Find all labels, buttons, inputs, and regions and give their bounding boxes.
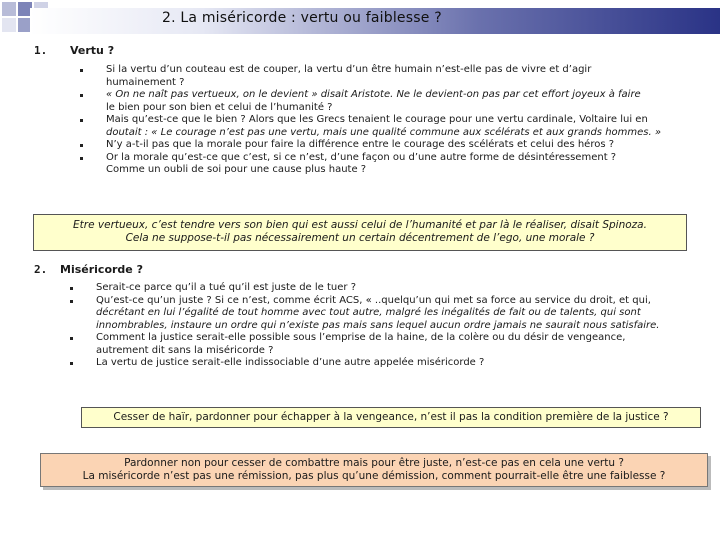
bullet-item [96, 357, 716, 370]
box3-line-2: La miséricorde n’est pas une rémission, pas plus qu’une démission, comment pourrait-elle être une faiblesse ? [82, 470, 666, 482]
section-1-number: 1. [34, 44, 48, 57]
bullet-mark [70, 287, 73, 290]
bullet-line: Mais qu’est-ce que le bien ? Alors que les Grecs tenaient le courage pour une vertu cardinale, Voltaire lui en [106, 114, 648, 125]
bullet-item [106, 89, 716, 114]
pardon-box [81, 407, 701, 428]
bullet-mark [80, 69, 83, 72]
bullet-item [106, 139, 716, 152]
box2-text: Cesser de haïr, pardonner pour échapper à la vengeance, n’est il pas la condition première de la justice ? [113, 411, 669, 423]
bullet-line: Comment la justice serait-elle possible sous l’emprise de la haine, de la colère ou du désir de vengeance, [96, 332, 626, 343]
bullet-item [96, 295, 716, 333]
bullet-mark [80, 94, 83, 97]
bullet-line: Comme un oubli de soi pour une cause plus haute ? [106, 164, 367, 175]
bullet-line: décrétant en lui l’égalité de tout homme avec tout autre, malgré les inégalités de fait ou de talents, qui sont [96, 307, 641, 318]
bullet-line: doutait : « Le courage n’est pas une vertu, mais une qualité commune aux scélérats et aux grands hommes. » [106, 126, 662, 138]
section-1-heading: Vertu ? [70, 44, 115, 57]
bullet-line: La vertu de justice serait-elle indissociable d’une autre appelée miséricorde ? [96, 357, 485, 368]
bullet-line: innombrables, instaure un ordre qui n’existe pas mais sans lequel aucun ordre jamais ne saurait nous satisfaire. [96, 319, 660, 331]
bullet-line: autrement dit sans la miséricorde ? [96, 344, 274, 356]
bullet-mark [70, 300, 73, 303]
box1-line-2: Cela ne suppose-t-il pas nécessairement un certain décentrement de l’ego, une morale ? [125, 232, 595, 244]
bullet-line: Si la vertu d’un couteau est de couper, la vertu d’un être humain n’est-elle pas de vivre et d’agir [106, 64, 592, 75]
bullet-line: Or la morale qu’est-ce que c’est, si ce n’est, d’une façon ou d’une autre forme de désintéressement ? [106, 151, 617, 163]
bullet-mark [70, 337, 73, 340]
bullet-line: Qu’est-ce qu’un juste ? Si ce n’est, comme écrit ACS, « ..quelqu’un qui met sa force au service du droit, et qui, [96, 294, 651, 306]
section-2-heading: Miséricorde ? [60, 263, 143, 276]
bullet-mark [80, 119, 83, 122]
bullet-line: le bien pour son bien et celui de l’humanité ? [106, 101, 333, 113]
bullet-mark [70, 362, 73, 365]
bullet-item [106, 64, 716, 89]
section-1-bullets [106, 64, 716, 177]
bullet-mark [80, 144, 83, 147]
bullet-item [106, 114, 716, 139]
box3-line-1: Pardonner non pour cesser de combattre mais pour être juste, n’est-ce pas en cela une vertu ? [124, 457, 624, 469]
section-2-bullets [96, 282, 716, 370]
bullet-line: N’y a-t-il pas que la morale pour faire la différence entre le courage des scélérats et celui des héros ? [106, 139, 615, 150]
bullet-item [96, 282, 716, 295]
slide-title: 2. La miséricorde : vertu ou faiblesse ? [162, 10, 442, 26]
bullet-line: Serait-ce parce qu’il a tué qu’il est juste de le tuer ? [96, 282, 357, 293]
spinoza-quote-box [33, 214, 687, 251]
bullet-mark [80, 157, 83, 160]
section-2-number: 2. [34, 263, 48, 276]
bullet-item [96, 332, 716, 357]
conclusion-box [40, 453, 708, 487]
bullet-line: « On ne naît pas vertueux, on le devient » disait Aristote. Ne le devient-on pas par cet effort joyeux à faire [106, 89, 641, 100]
box1-line-1: Etre vertueux, c’est tendre vers son bien qui est aussi celui de l’humanité et par là le réaliser, disait Spinoza. [73, 219, 647, 231]
bullet-item [106, 152, 716, 177]
bullet-line: humainement ? [106, 76, 185, 88]
